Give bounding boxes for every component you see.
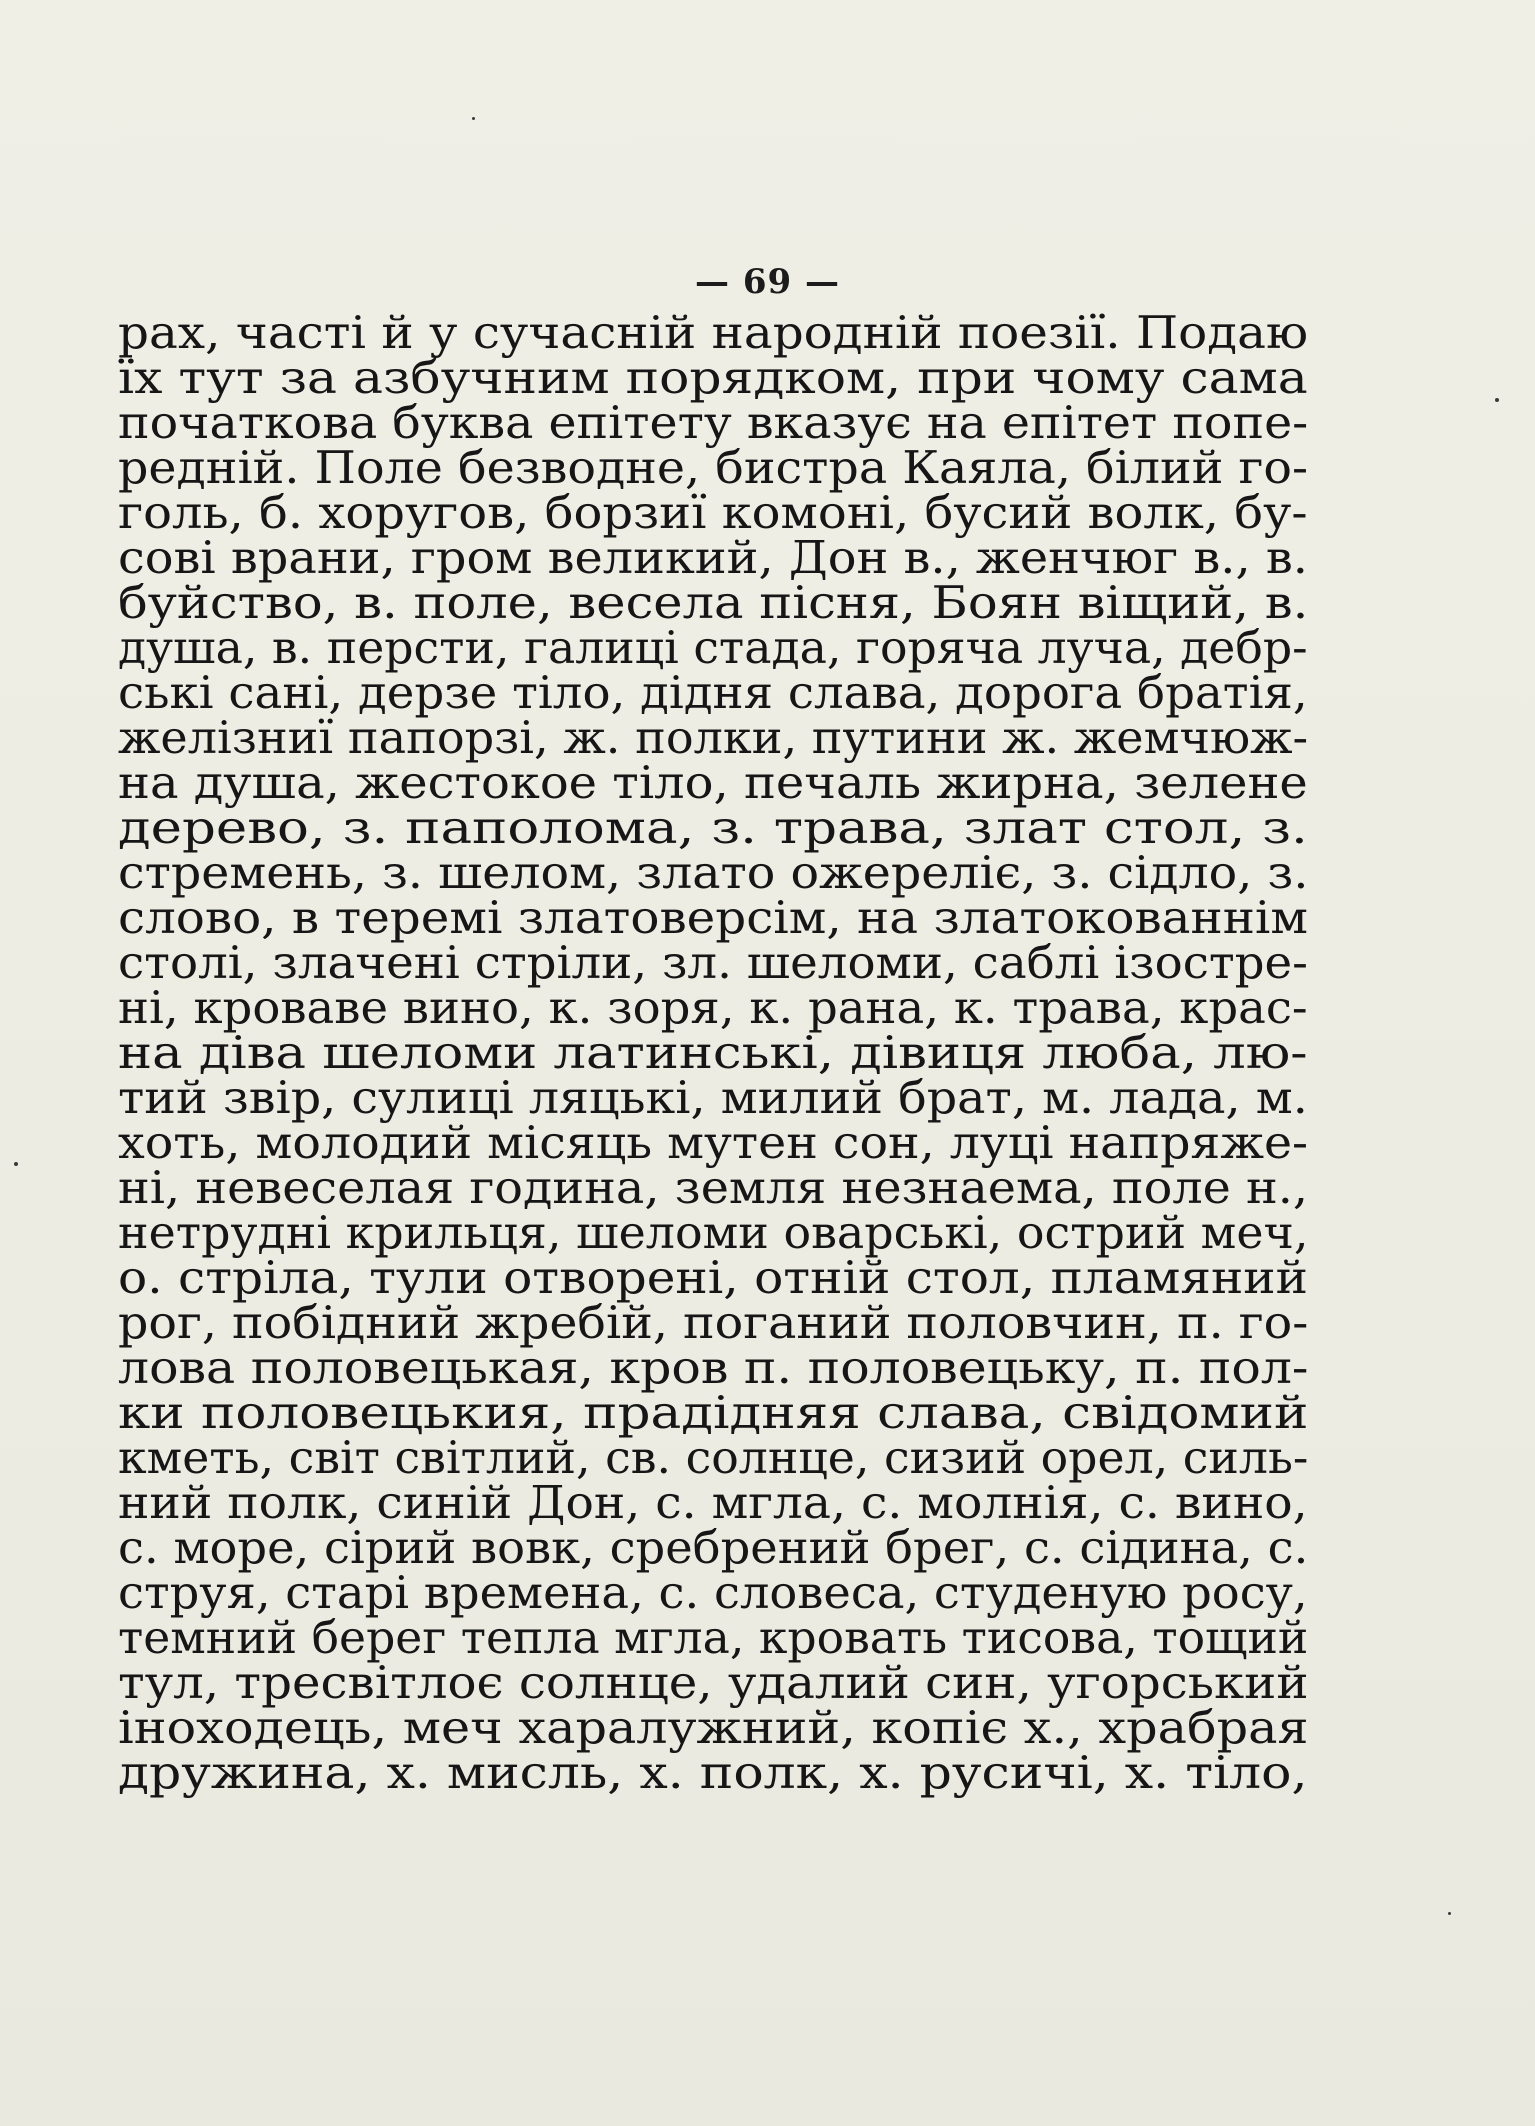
paper-speck — [1448, 1912, 1451, 1915]
paper-speck — [1495, 398, 1499, 402]
page-body-text — [118, 306, 1309, 1799]
text-line: ний полк, синій Дон, с. мгла, с. молнія, с. вино, — [118, 1476, 1308, 1529]
text-line: дерево, з. паполома, з. трава, злат стол, з. — [118, 801, 1308, 854]
page-number: — 69 — — [695, 262, 840, 302]
text-line: редній. Поле безводне, бистра Каяла, білий го- — [118, 441, 1309, 494]
text-line: ні, кроваве вино, к. зоря, к. рана, к. трава, крас- — [118, 981, 1308, 1034]
text-line: рог, побідний жребій, поганий половчин, п. го- — [118, 1296, 1309, 1349]
text-line: іноходець, меч харалужний, копіє х., храбрая — [118, 1701, 1309, 1754]
text-line: голь, б. хоругов, борзиї комоні, бусий волк, бу- — [118, 486, 1308, 539]
text-line: рах, часті й у сучасній народній поезії. Подаю — [118, 306, 1309, 359]
text-line: тий звір, сулиці ляцькі, милий брат, м. лада, м. — [118, 1071, 1308, 1124]
text-line: желізниї папорзі, ж. полки, путини ж. жемчюж- — [118, 711, 1309, 764]
text-line: на діва шеломи латинські, дівиця люба, лю- — [118, 1026, 1308, 1079]
text-line: душа, в. персти, галиці стада, горяча луча, дебр- — [118, 621, 1308, 674]
text-line: столі, злачені стріли, зл. шеломи, саблі ізостре- — [118, 936, 1308, 989]
paper-speck — [14, 1162, 18, 1166]
text-line: с. море, сірий вовк, сребрений брег, с. сідина, с. — [118, 1521, 1309, 1574]
text-line: лова половецькая, кров п. половецьку, п. пол- — [118, 1341, 1309, 1394]
text-line: буйство, в. поле, весела пісня, Боян віщий, в. — [118, 576, 1309, 629]
text-line: слово, в теремі златоверсім, на златокованнім — [118, 891, 1308, 944]
text-line: струя, старі времена, с. словеса, студеную росу, — [118, 1566, 1308, 1619]
text-line: сові врани, гром великий, Дон в., женчюг в., в. — [118, 531, 1308, 584]
text-line: хоть, молодий місяць мутен сон, луці напряже- — [118, 1116, 1309, 1169]
text-line: темний берег тепла мгла, кровать тисова, тощий — [118, 1611, 1309, 1664]
text-line: кметь, світ світлий, св. солнце, сизий орел, силь- — [118, 1431, 1309, 1484]
text-line: ські сані, дерзе тіло, дідня слава, дорога братія, — [118, 666, 1308, 719]
text-line: їх тут за азбучним порядком, при чому сама — [118, 351, 1308, 404]
text-line: на душа, жестокое тіло, печаль жирна, зелене — [118, 756, 1308, 809]
paper-speck — [472, 117, 475, 120]
text-line: тул, тресвітлоє солнце, удалий син, угорський — [118, 1656, 1309, 1709]
text-line: дружина, х. мисль, х. полк, х. русичі, х. тіло, — [118, 1746, 1308, 1799]
text-line: ні, невеселая година, земля незнаема, поле н., — [118, 1161, 1309, 1214]
text-line: ки половецькия, прадідняя слава, свідомий — [118, 1386, 1309, 1439]
text-line: стремень, з. шелом, злато ожереліє, з. сідло, з. — [118, 846, 1309, 899]
text-line: о. стріла, тули отворені, отній стол, пламяний — [118, 1251, 1308, 1304]
text-line: початкова буква епітету вказує на епітет попе- — [118, 396, 1309, 449]
text-line: нетрудні крильця, шеломи оварські, острий меч, — [118, 1206, 1309, 1259]
